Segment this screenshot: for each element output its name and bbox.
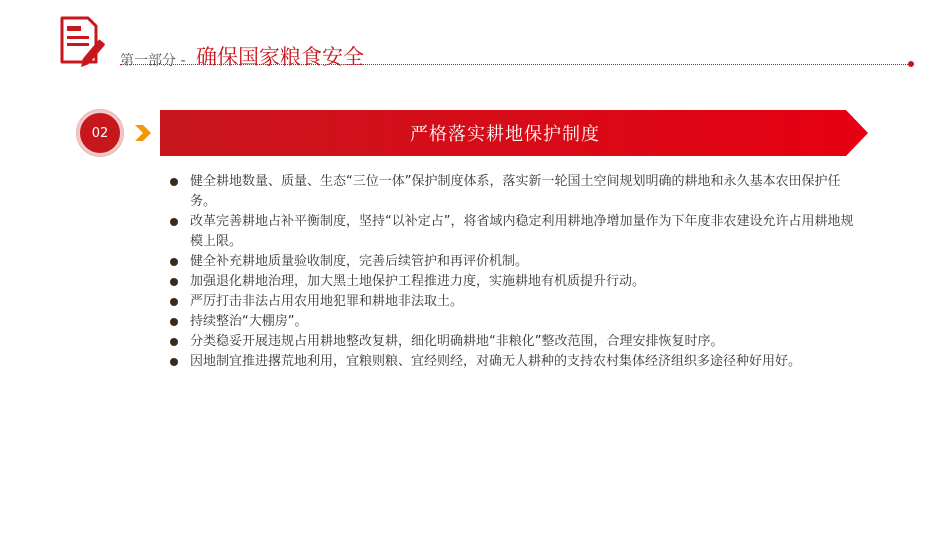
bullet-list	[168, 172, 858, 372]
section-label: 第一部分 -	[120, 53, 186, 69]
page-title: 确保国家粮食安全	[196, 45, 364, 69]
list-item-text: 因地制宜推进撂荒地利用，宜粮则粮、宜经则经，对确无人耕种的支持农村集体经济组织多途径种好用好。	[190, 354, 802, 369]
list-item	[168, 212, 858, 252]
bullet-dot	[170, 338, 178, 346]
list-item-text: 健全耕地数量、质量、生态“三位一体”保护制度体系，落实新一轮国土空间规划明确的耕地和永久基本农田保护任务。	[190, 174, 841, 209]
list-item-text: 健全补充耕地质量验收制度，完善后续管护和再评价机制。	[190, 254, 529, 269]
list-item	[168, 352, 858, 372]
list-item	[168, 272, 858, 292]
list-item-text: 持续整治“大棚房”。	[190, 314, 308, 329]
document-pen-icon	[58, 14, 108, 70]
list-item	[168, 172, 858, 212]
bullet-dot	[170, 178, 178, 186]
list-item	[168, 292, 858, 312]
bullet-dot	[170, 278, 178, 286]
list-item-text: 加强退化耕地治理，加大黑土地保护工程推进力度，实施耕地有机质提升行动。	[190, 274, 646, 289]
list-item-text: 严厉打击非法占用农用地犯罪和耕地非法取土。	[190, 294, 464, 309]
header-divider-dot	[908, 61, 914, 67]
section-banner	[160, 110, 870, 156]
bullet-dot	[170, 358, 178, 366]
bullet-dot	[170, 318, 178, 326]
bullet-dot	[170, 218, 178, 226]
list-item	[168, 252, 858, 272]
list-item	[168, 312, 858, 332]
chevron-right-icon	[133, 123, 153, 143]
bullet-dot	[170, 298, 178, 306]
bullet-dot	[170, 258, 178, 266]
banner-title: 严格落实耕地保护制度	[410, 124, 600, 145]
header-divider	[120, 64, 910, 65]
list-item-text: 分类稳妥开展违规占用耕地整改复耕，细化明确耕地“非粮化”整改范围，合理安排恢复时序。	[190, 334, 724, 349]
section-number-badge: 02	[77, 110, 123, 156]
list-item	[168, 332, 858, 352]
list-item-text: 改革完善耕地占补平衡制度，坚持“以补定占”，将省域内稳定利用耕地净增加量作为下年度非农建设允许占用耕地规模上限。	[190, 214, 854, 249]
